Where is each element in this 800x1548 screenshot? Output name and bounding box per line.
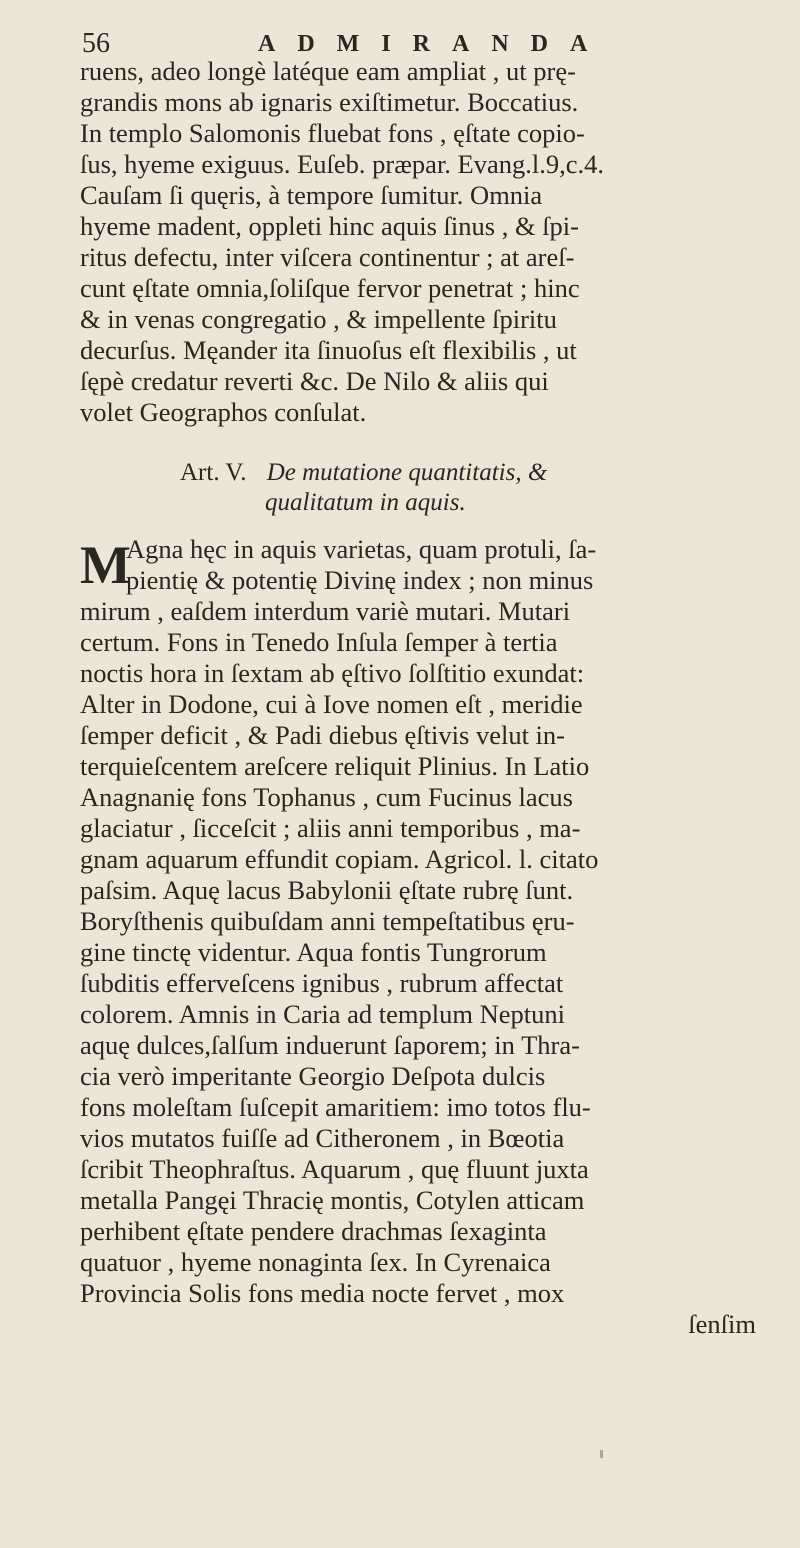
- text-line: cunt ęſtate omnia,ſoliſque fervor penetrat ; hinc: [80, 273, 580, 303]
- text-line: Alter in Dodone, cui à Iove nomen eſt , meridie: [80, 689, 583, 719]
- text-line: ſubditis efferveſcens ignibus , rubrum affectat: [80, 968, 564, 998]
- text-line: ruens, adeo longè latéque eam ampliat , ut prę-: [80, 56, 576, 86]
- text-line: metalla Pangęi Thracię montis, Cotylen atticam: [80, 1185, 585, 1215]
- text-line: Provincia Solis fons media nocte fervet , mox: [80, 1278, 565, 1308]
- text-line: Boryſthenis quibuſdam anni tempeſtatibus ęru-: [80, 906, 575, 936]
- text-line: mirum , eaſdem interdum variè mutari. Mutari: [80, 596, 571, 626]
- dropcap-line-2: [80, 565, 770, 596]
- text-line: vios mutatos fuiſſe ad Citheronem , in Bœotia: [80, 1123, 565, 1153]
- text-line: aquę dulces,ſalſum induerunt ſaporem; in Thra-: [80, 1030, 580, 1060]
- text-line: decurſus. Męander ita ſinuoſus eſt flexibilis , ut: [80, 335, 577, 365]
- page-number: 56: [82, 28, 110, 59]
- main-text: [80, 56, 770, 1340]
- text-line: hyeme madent, oppleti hinc aquis ſinus , & ſpi-: [80, 211, 579, 241]
- text-line: ſus, hyeme exiguus. Euſeb. præpar. Evang.l.9,c.4.: [80, 149, 605, 179]
- text-line: gine tinctę videntur. Aqua fontis Tungrorum: [80, 937, 547, 967]
- text-line: grandis mons ab ignaris exiſtimetur. Boccatius.: [80, 87, 579, 117]
- section-title-line-1: De mutatione quantitatis, &: [266, 459, 548, 486]
- catchword: ſenſim: [688, 1309, 756, 1339]
- text-line: ſcribit Theophraſtus. Aquarum , quę fluunt juxta: [80, 1154, 589, 1184]
- text-line: ſemper deficit , & Padi diebus ęſtivis velut in-: [80, 720, 565, 750]
- text-line: & in venas congregatio , & impellente ſpiritu: [80, 304, 557, 334]
- text-line: cia verò imperitante Georgio Deſpota dulcis: [80, 1061, 546, 1091]
- text-line: quatuor , hyeme nonaginta ſex. In Cyrenaica: [80, 1247, 551, 1277]
- drop-cap-letter: M: [80, 535, 131, 595]
- text-line: Agna hęc in aquis varietas, quam protuli, ſa-: [126, 534, 597, 564]
- text-line: volet Geographos conſulat.: [80, 397, 367, 427]
- section-heading: [80, 458, 770, 488]
- running-head: ADMIRANDA: [258, 31, 610, 57]
- text-line: terquieſcentem areſcere reliquit Plinius. In Latio: [80, 751, 590, 781]
- text-line: ritus defectu, inter viſcera continentur ; at areſ-: [80, 242, 575, 272]
- section-title-line-2: qualitatum in aquis.: [265, 489, 466, 516]
- text-line: glaciatur , ſicceſcit ; aliis anni temporibus , ma-: [80, 813, 581, 843]
- section-subtitle: [80, 488, 770, 518]
- text-line: fons moleſtam ſuſcepit amaritiem: imo totos flu-: [80, 1092, 591, 1122]
- text-line: noctis hora in ſextam ab ęſtivo ſolſtitio exundat:: [80, 658, 585, 688]
- ink-mark: [600, 1450, 603, 1458]
- text-line: Anagnanię fons Tophanus , cum Fucinus lacus: [80, 782, 573, 812]
- text-line: In templo Salomonis fluebat fons , ęſtate copio-: [80, 118, 585, 148]
- text-line: pientię & potentię Divinę index ; non minus: [126, 565, 594, 595]
- section-spacer: [80, 428, 770, 458]
- article-label: Art. V.: [180, 459, 247, 486]
- text-line: ſępè credatur reverti &c. De Nilo & aliis qui: [80, 366, 549, 396]
- section-spacer: [80, 518, 770, 534]
- text-line: gnam aquarum effundit copiam. Agricol. l. citato: [80, 844, 599, 874]
- text-line: certum. Fons in Tenedo Inſula ſemper à tertia: [80, 627, 558, 657]
- text-line: paſsim. Aquę lacus Babylonii ęſtate rubrę ſunt.: [80, 875, 574, 905]
- text-line: colorem. Amnis in Caria ad templum Neptuni: [80, 999, 566, 1029]
- text-line: Cauſam ſi quęris, à tempore ſumitur. Omnia: [80, 180, 543, 210]
- text-line: perhibent ęſtate pendere drachmas ſexaginta: [80, 1216, 547, 1246]
